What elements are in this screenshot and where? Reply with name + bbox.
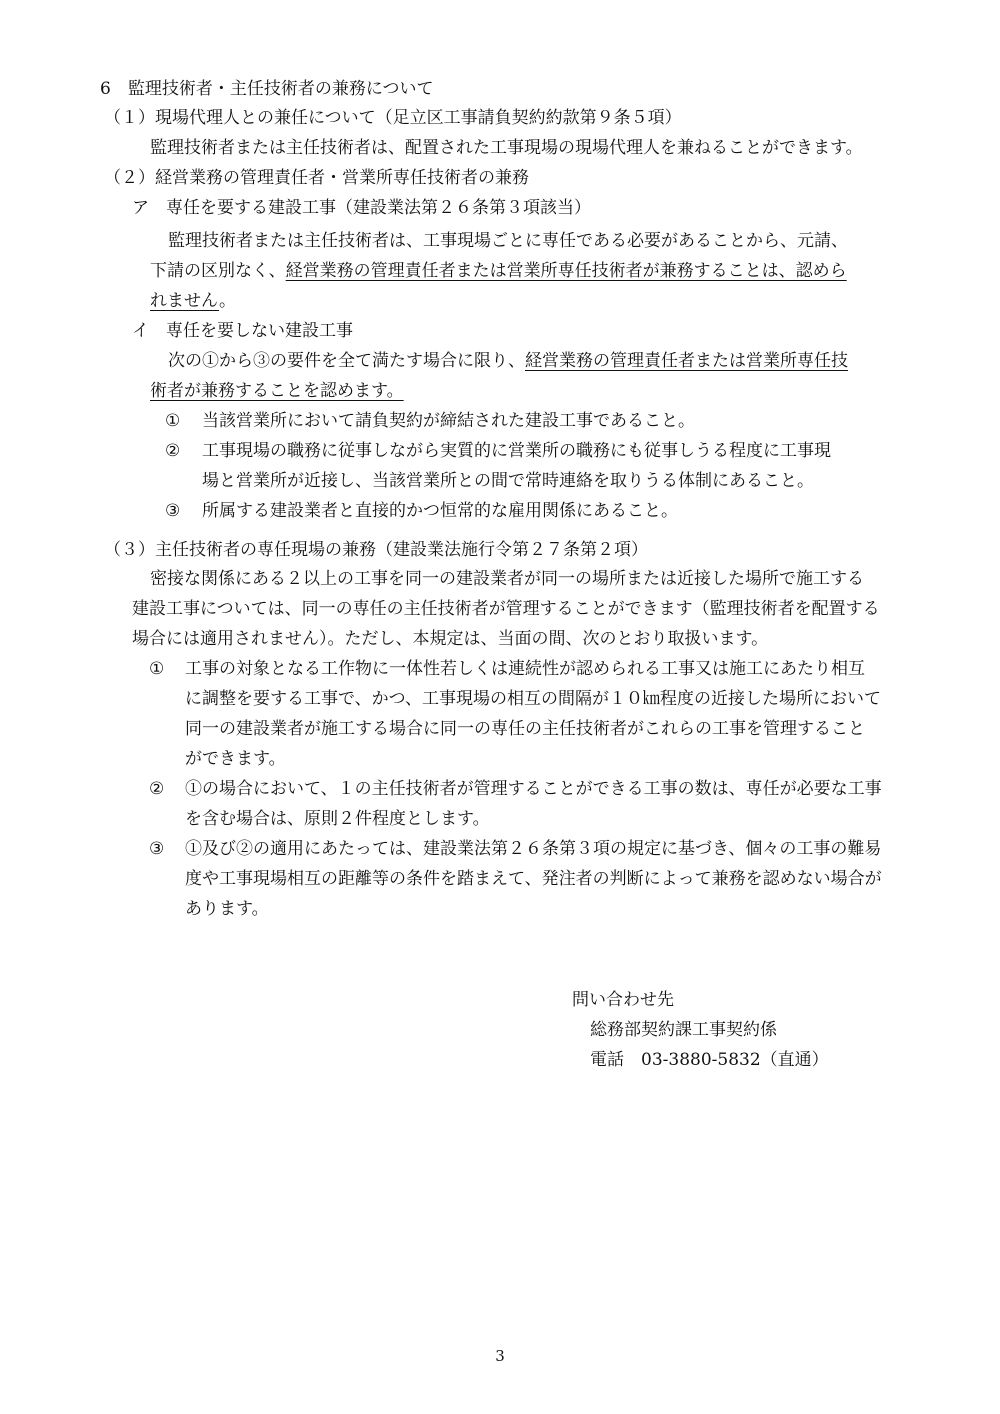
requirement-3-line-1: 所属する建設業者と直接的かつ恒常的な雇用関係にあること。 xyxy=(202,501,678,521)
subsection-3-para-line-3: 場合には適用されません）。ただし、本規定は、当面の間、次のとおり取扱います。 xyxy=(132,629,769,649)
requirement-3-mark: ③ xyxy=(165,501,181,521)
section-title: 6 監理技術者・主任技術者の兼務について xyxy=(100,79,434,99)
rule-3-line-1: ①及び②の適用にあたっては、建設業法第２６条第３項の規定に基づき、個々の工事の難易 xyxy=(185,839,882,859)
item-a-line-2-underlined: 経営業務の管理責任者または営業所専任技術者が兼務することは、認めら xyxy=(285,261,847,281)
rule-3-line-3: あります。 xyxy=(185,899,269,919)
rule-3-mark: ③ xyxy=(149,839,165,859)
item-a-heading: ア 専任を要する建設工事（建設業法第２６条第３項該当） xyxy=(132,198,591,218)
subsection-3-heading: （３）主任技術者の専任現場の兼務（建設業法施行令第２７条第２項） xyxy=(104,540,648,560)
subsection-3-para-line-1: 密接な関係にある２以上の工事を同一の建設業者が同一の場所または近接した場所で施工する xyxy=(150,569,864,589)
item-i-line-2-underlined: 術者が兼務することを認めます。 xyxy=(150,381,404,401)
contact-department: 総務部契約課工事契約係 xyxy=(590,1020,777,1040)
rule-1-mark: ① xyxy=(149,659,165,679)
contact-phone: 電話 03-3880-5832（直通） xyxy=(590,1050,829,1070)
requirement-2-line-1: 工事現場の職務に従事しながら実質的に営業所の職務にも従事しうる程度に工事現 xyxy=(202,441,831,461)
requirement-2-mark: ② xyxy=(165,441,181,461)
item-i-line-1-underlined: 経営業務の管理責任者または営業所専任技 xyxy=(525,351,848,371)
page-number: 3 xyxy=(495,1347,505,1365)
requirement-2-line-2: 場と営業所が近接し、当該営業所との間で常時連絡を取りうる体制にあること。 xyxy=(202,471,814,491)
rule-2-mark: ② xyxy=(149,779,165,799)
rule-1-line-2: に調整を要する工事で、かつ、工事現場の相互の間隔が１０㎞程度の近接した場所において xyxy=(185,689,881,709)
subsection-1-body: 監理技術者または主任技術者は、配置された工事現場の現場代理人を兼ねることができます。 xyxy=(150,138,863,158)
subsection-1-heading: （１）現場代理人との兼任について（足立区工事請負契約約款第９条５項） xyxy=(104,108,682,128)
rule-2-line-1: ①の場合において、１の主任技術者が管理することができる工事の数は、専任が必要な工事 xyxy=(185,779,882,799)
item-a-line-1: 監理技術者または主任技術者は、工事現場ごとに専任である必要があることから、元請、 xyxy=(168,231,848,251)
item-a-line-2 xyxy=(150,260,847,282)
subsection-3-para-line-2: 建設工事については、同一の専任の主任技術者が管理することができます（監理技術者を配置する xyxy=(132,599,880,619)
rule-1-line-3: 同一の建設業者が施工する場合に同一の専任の主任技術者がこれらの工事を管理すること xyxy=(185,719,865,739)
item-a-line-3-underlined: れません xyxy=(150,291,220,311)
contact-label: 問い合わせ先 xyxy=(572,990,674,1010)
rule-2-line-2: を含む場合は、原則２件程度とします。 xyxy=(185,809,490,829)
rule-1-line-4: ができます。 xyxy=(185,749,286,769)
item-i-line-1-plain: 次の①から③の要件を全て満たす場合に限り、 xyxy=(168,351,525,371)
item-a-line-3-end: 。 xyxy=(219,291,237,311)
item-i-line-1 xyxy=(168,350,848,372)
rule-1-line-1: 工事の対象となる工作物に一体性若しくは連続性が認められる工事又は施工にあたり相互 xyxy=(185,659,865,679)
item-a-line-3 xyxy=(150,290,236,312)
item-i-line-2 xyxy=(150,380,404,402)
requirement-1-mark: ① xyxy=(165,411,181,431)
rule-3-line-2: 度や工事現場相互の距離等の条件を踏まえて、発注者の判断によって兼務を認めない場合が xyxy=(185,869,882,889)
item-a-line-2-plain: 下請の区別なく、 xyxy=(150,261,286,281)
subsection-2-heading: （２）経営業務の管理責任者・営業所専任技術者の兼務 xyxy=(104,168,529,188)
item-i-heading: イ 専任を要しない建設工事 xyxy=(132,321,353,341)
requirement-1-line-1: 当該営業所において請負契約が締結された建設工事であること。 xyxy=(202,411,695,431)
